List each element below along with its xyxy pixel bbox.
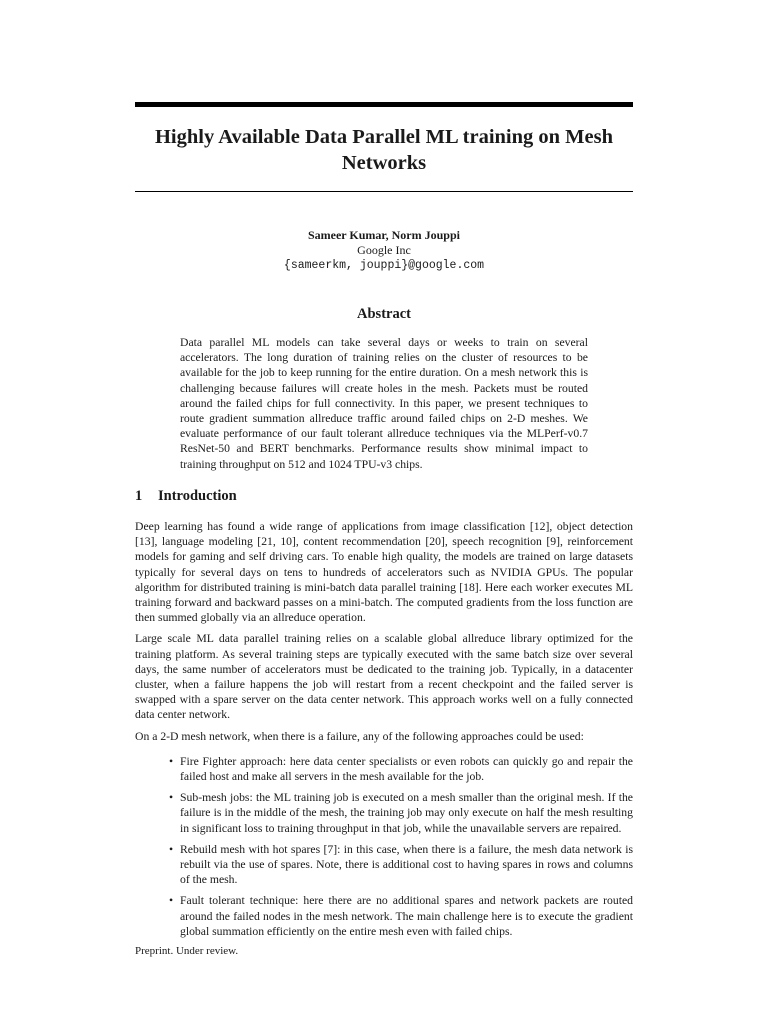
- list-item-text: Rebuild mesh with hot spares [7]: in this case, when there is a failure, the mesh data network is rebuilt via the use of spares. Note, there is additional cost to having spares in rows and columns of the mesh.: [180, 842, 633, 887]
- list-item: [169, 754, 633, 784]
- approach-list: [135, 754, 633, 939]
- list-item: [169, 842, 633, 888]
- paragraph: On a 2-D mesh network, when there is a failure, any of the following approaches could be used:: [135, 729, 584, 743]
- paper-title: Highly Available Data Parallel ML training on Mesh Networks: [154, 126, 614, 174]
- section-title: Introduction: [158, 488, 237, 504]
- footer-note: Preprint. Under review.: [135, 945, 239, 957]
- bullet-icon: •: [169, 894, 174, 908]
- paragraph: Large scale ML data parallel training relies on a scalable global allreduce library optimized for the training platform. As several training steps are typically executed with the same batch size over several days, the same number of accelerators must be dedicated to the training job. Typically, in a datacenter cluster, when a failure happens the job will restart from a recent checkpoint and the failed server is swapped with a spare server on the data center network. This approach works well on a fully connected data center network.: [135, 632, 633, 722]
- list-item-text: Fault tolerant technique: here there are no additional spares and network packets are routed around the failed nodes in the mesh network. The main challenge here is to execute the gradient global summation efficiently on the entire mesh even with failed chips.: [180, 894, 633, 938]
- bullet-icon: •: [169, 754, 174, 768]
- bullet-icon: •: [169, 791, 174, 805]
- abstract-heading: Abstract: [357, 306, 411, 322]
- affiliation: Google Inc: [357, 243, 411, 257]
- list-item-text: Sub-mesh jobs: the ML training job is executed on a mesh smaller than the original mesh. If the failure is in the middle of the mesh, the training job may only execute on half the mesh resulting in significant loss to training throughput in that job, while the unavailable servers are repaired.: [180, 791, 633, 835]
- section-heading: [135, 488, 237, 505]
- list-item-text: Fire Fighter approach: here data center specialists or even robots can quickly go and repair the failed host and make all servers in the mesh available for the job.: [180, 754, 633, 784]
- list-item: [169, 893, 633, 939]
- section-number: 1: [135, 488, 143, 504]
- top-rule: [135, 102, 633, 107]
- list-item: [169, 790, 633, 836]
- author-block: [135, 228, 633, 273]
- title-rule: [135, 191, 633, 192]
- abstract-text: Data parallel ML models can take several days or weeks to train on several accelerators. The long duration of training relies on the cluster of resources to be available for the job to keep running for the entire duration. On a mesh network this is challenging because failures will create holes in the mesh. Packets must be routed around the failed chips for full connectivity. In this paper, we present techniques to route gradient summation allreduce traffic around failed chips on 2-D meshes. We evaluate performance of our fault tolerant allreduce techniques via the MLPerf-v0.7 ResNet-50 and BERT benchmarks. Performance results show minimal impact to training throughput on 512 and 1024 TPU-v3 chips.: [180, 336, 588, 471]
- author-email: {sameerkm, jouppi}@google.com: [283, 259, 485, 272]
- paragraph: Deep learning has found a wide range of applications from image classification [12], object detection [13], language modeling [21, 10], content recommendation [20], speech recognition [9], reinforcement models for gaming and self driving cars. To enable high quality, the models are trained on large datasets typically for several days on tens to hundreds of accelerators such as NVIDIA GPUs. The popular algorithm for distributed training is mini-batch data parallel training [18]. Here each worker executes ML training forward and backward passes on a mini-batch. The computed gradients from the loss function are then summed globally via an allreduce operation.: [135, 520, 633, 625]
- section-body: [135, 519, 633, 945]
- author-names: Sameer Kumar, Norm Jouppi: [307, 228, 460, 242]
- bullet-icon: •: [169, 842, 174, 856]
